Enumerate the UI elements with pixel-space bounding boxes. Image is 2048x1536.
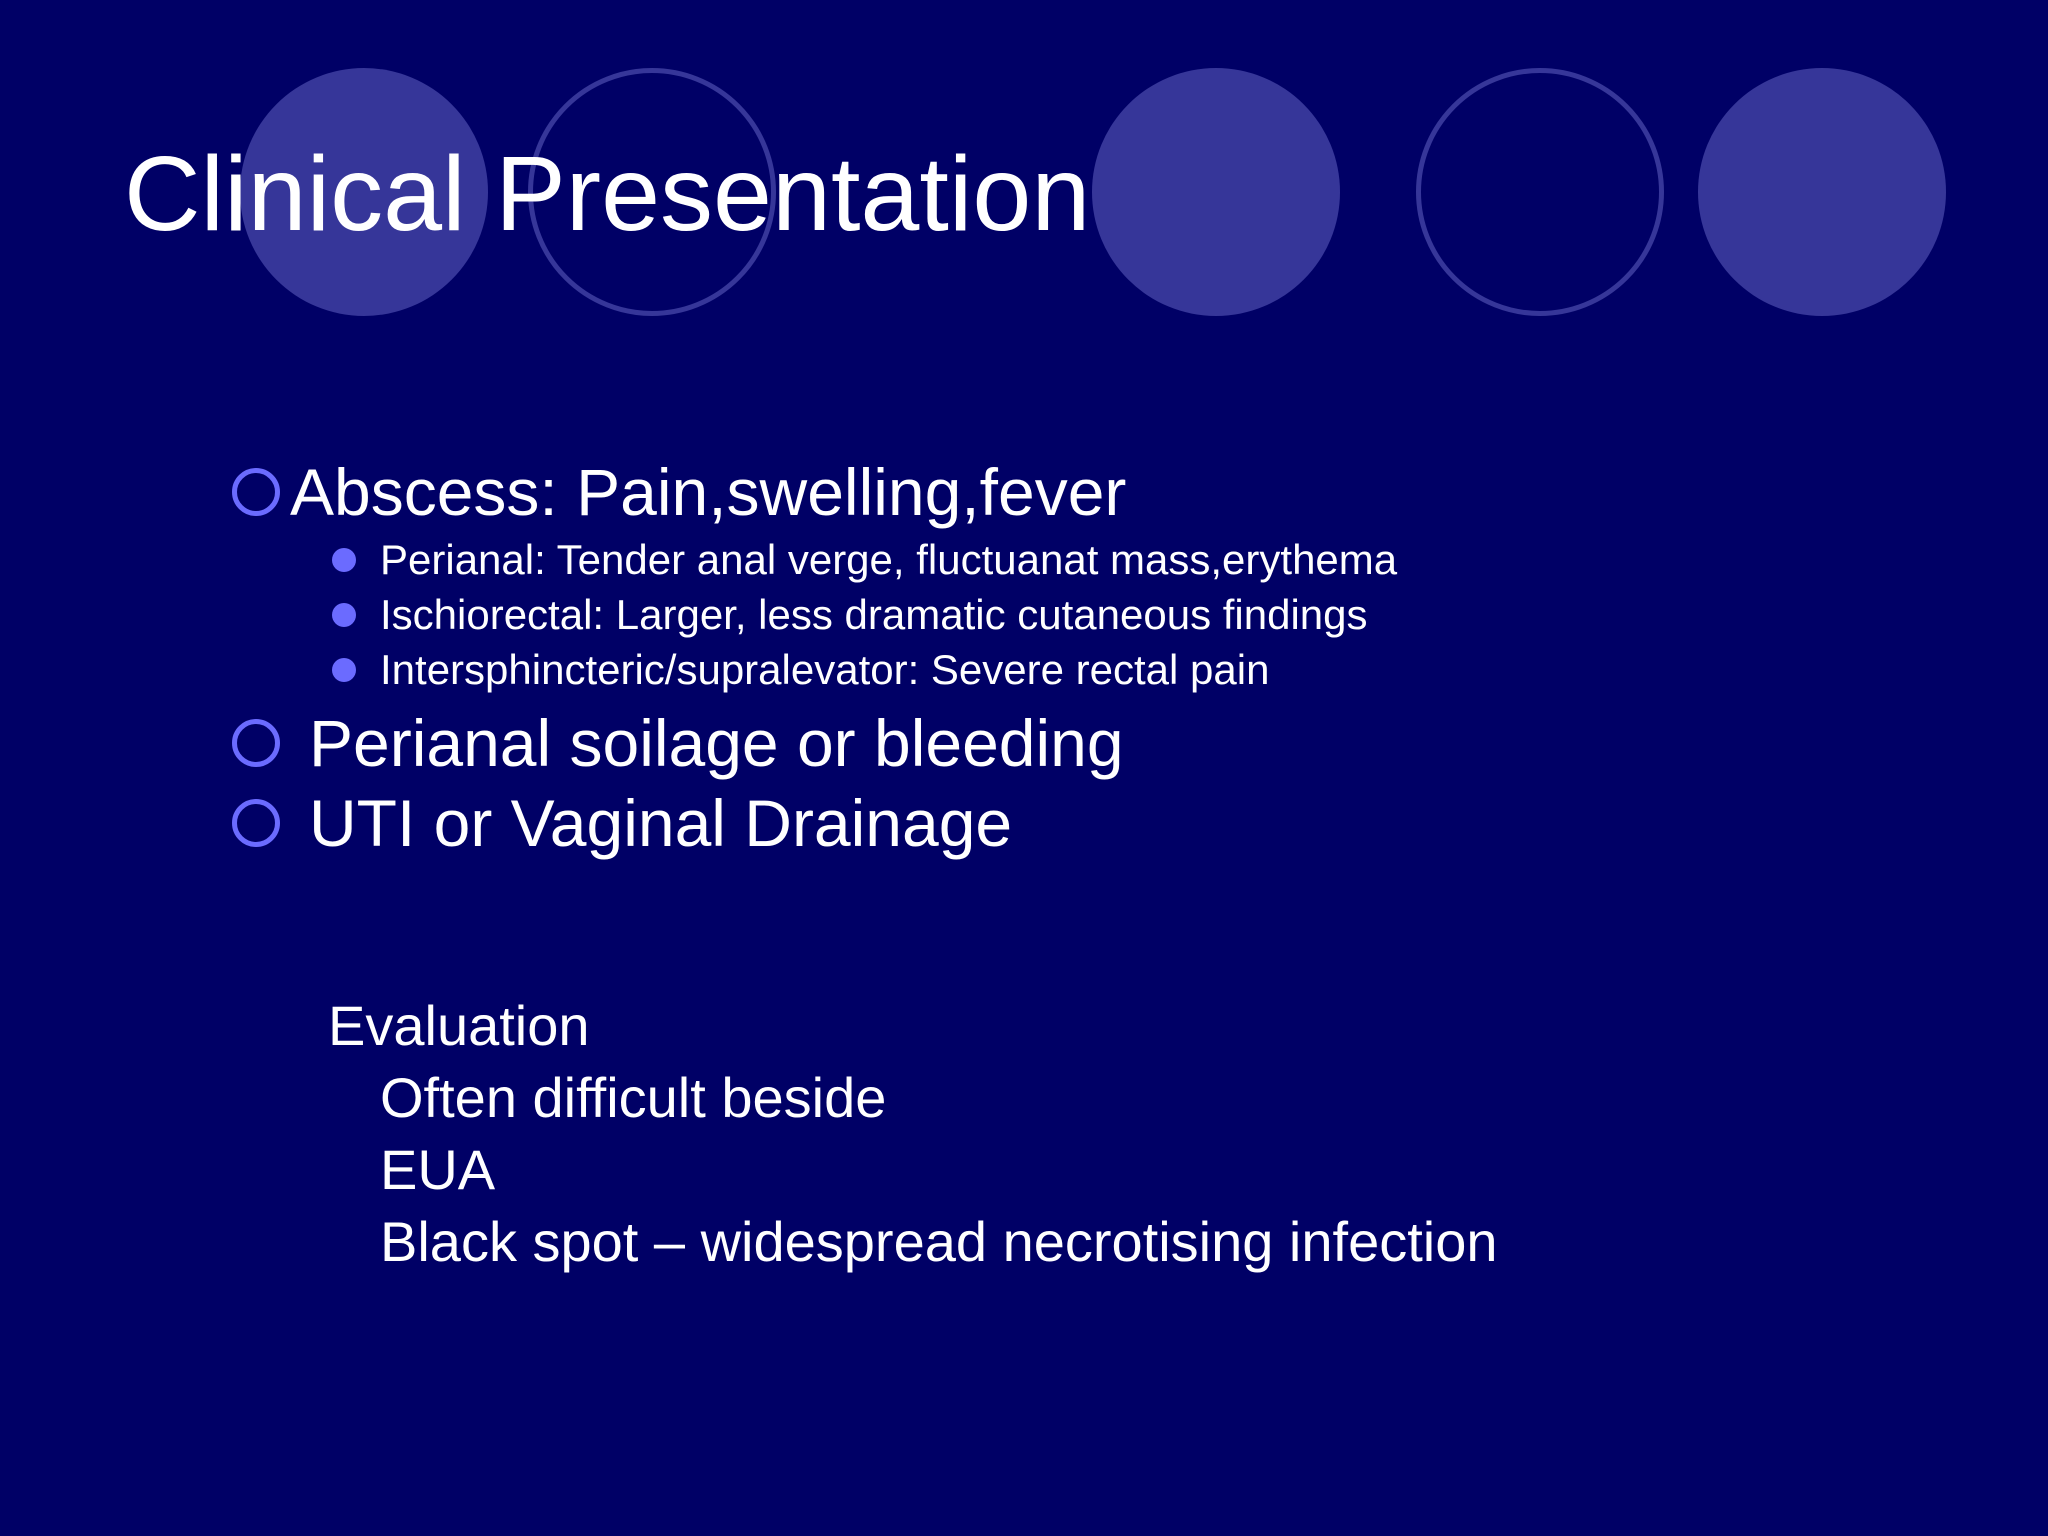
sub-bullet-text: Ischiorectal: Larger, less dramatic cutaneous findings [380, 591, 1368, 638]
decorative-circle-filled [1092, 68, 1340, 316]
ring-bullet-icon [232, 468, 280, 516]
dot-bullet-icon [332, 548, 356, 572]
bullet-item [230, 783, 2010, 863]
evaluation-line: Black spot – widespread necrotising infection [380, 1210, 1498, 1273]
decorative-circle-ring [1416, 68, 1664, 316]
evaluation-heading: Evaluation [328, 994, 590, 1057]
sub-bullet-item [230, 587, 2010, 642]
slide-title: Clinical Presentation [124, 135, 1091, 253]
evaluation-line: Often difficult beside [380, 1066, 887, 1129]
bullet-list [230, 452, 2010, 863]
dot-bullet-icon [332, 603, 356, 627]
ring-bullet-icon [232, 719, 280, 767]
dot-bullet-icon [332, 658, 356, 682]
bullet-text: Abscess: Pain,swelling,fever [290, 455, 1127, 529]
bullet-text: Perianal soilage or bleeding [309, 706, 1124, 780]
bullet-text: UTI or Vaginal Drainage [309, 786, 1013, 860]
sub-bullet-item [230, 532, 2010, 587]
decorative-circle-filled [1698, 68, 1946, 316]
sub-bullet-list [230, 532, 2010, 697]
sub-bullet-item [230, 642, 2010, 697]
sub-bullet-text: Perianal: Tender anal verge, fluctuanat mass,erythema [380, 536, 1398, 583]
evaluation-line: EUA [380, 1138, 496, 1201]
bullet-item [230, 452, 2010, 532]
evaluation-section [328, 990, 1498, 1278]
bullet-item [230, 703, 2010, 783]
sub-bullet-text: Intersphincteric/supralevator: Severe rectal pain [380, 646, 1270, 693]
ring-bullet-icon [232, 799, 280, 847]
